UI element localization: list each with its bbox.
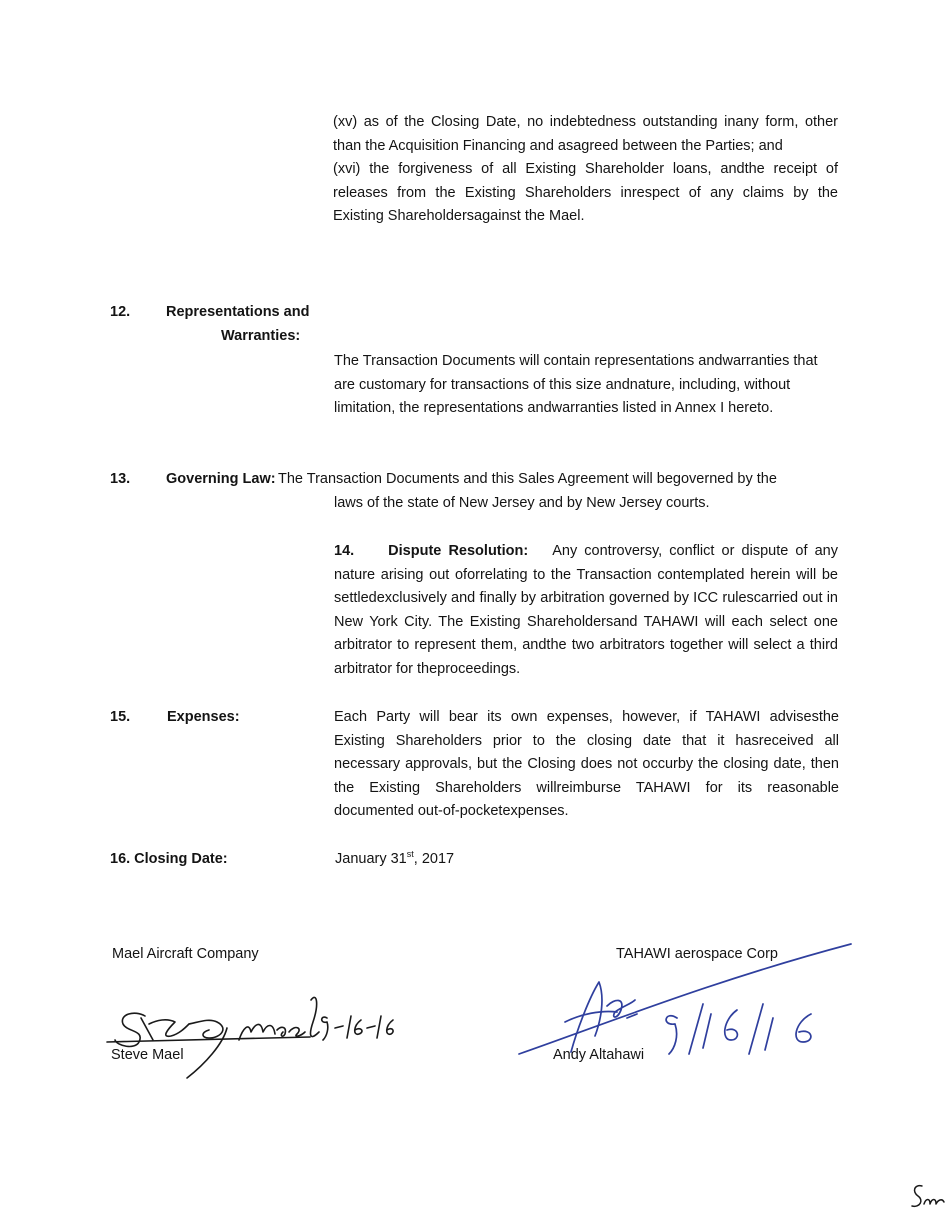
page-initials (908, 1182, 946, 1214)
section-15-heading: Expenses: (167, 709, 240, 725)
clause-xvi: (xvi) the forgiveness of all Existing Shareholder loans, andthe receipt of releases from the Existing Shareholders inrespect of any claims by the Existing Shareholdersagainst the Mael. (333, 161, 838, 224)
left-handwritten-signature (105, 982, 395, 1078)
closing-date-value: January 31st, 2017 (335, 849, 455, 867)
left-signer-name: Steve Mael (111, 1047, 184, 1063)
section-13-body-line2: laws of the state of New Jersey and by New Jersey courts. (334, 495, 710, 511)
section-12-heading-line2: Warranties: (221, 328, 301, 344)
clause-xv: (xv) as of the Closing Date, no indebtedness outstanding inany form, other than the Acquisition Financing and asagreed between the Parties; and (333, 114, 838, 154)
section-13-heading: Governing Law: (166, 471, 276, 487)
initials-sm-graphic (908, 1182, 946, 1214)
signature-steve-mael-graphic (105, 982, 395, 1078)
section-12-number: 12. (110, 304, 131, 320)
section-14-number: 14. (334, 543, 355, 559)
section-15-body: Each Party will bear its own expenses, however, if TAHAWI advisesthe Existing Shareholders prior to the closing date that it hasreceived all necessary approvals, but the Closing does not occurby the closing date, then the Existing Shareholders willreimburse TAHAWI for its reasonable documented out-of-pocketexpenses. (334, 709, 839, 819)
right-company-name: TAHAWI aerospace Corp (616, 946, 778, 962)
right-handwritten-signature (515, 940, 855, 1060)
right-signer-name: Andy Altahawi (553, 1047, 645, 1063)
section-14-heading: Dispute Resolution: (388, 543, 529, 559)
section-13-body-line1: The Transaction Documents and this Sales Agreement will begoverned by the (278, 471, 777, 487)
section-15-number: 15. (110, 709, 131, 725)
section-12-heading-line1: Representations and (166, 304, 310, 320)
section-14-block (334, 540, 838, 681)
section-14-body: Any controversy, conflict or dispute of any nature arising out oforrelating to the Transaction contemplated herein will be settledexclusively and finally by arbitration governed by ICC rulescarried out in New York City. The Existing Shareholdersand TAHAWI will each select one arbitrator to represent them, andthe two arbitrators together will select a third arbitrator for theproceedings. (334, 543, 838, 677)
signature-andy-altahawi-graphic (515, 940, 855, 1060)
continuation-block (333, 111, 838, 229)
section-12-body: The Transaction Documents will contain representations andwarranties that are customary for transactions of this size andnature, including, without limitation, the representations andwarranties listed in Annex I hereto. (334, 353, 818, 416)
section-13-number: 13. (110, 471, 131, 487)
left-company-name: Mael Aircraft Company (112, 946, 259, 962)
section-16-heading: 16. Closing Date: (110, 851, 228, 867)
